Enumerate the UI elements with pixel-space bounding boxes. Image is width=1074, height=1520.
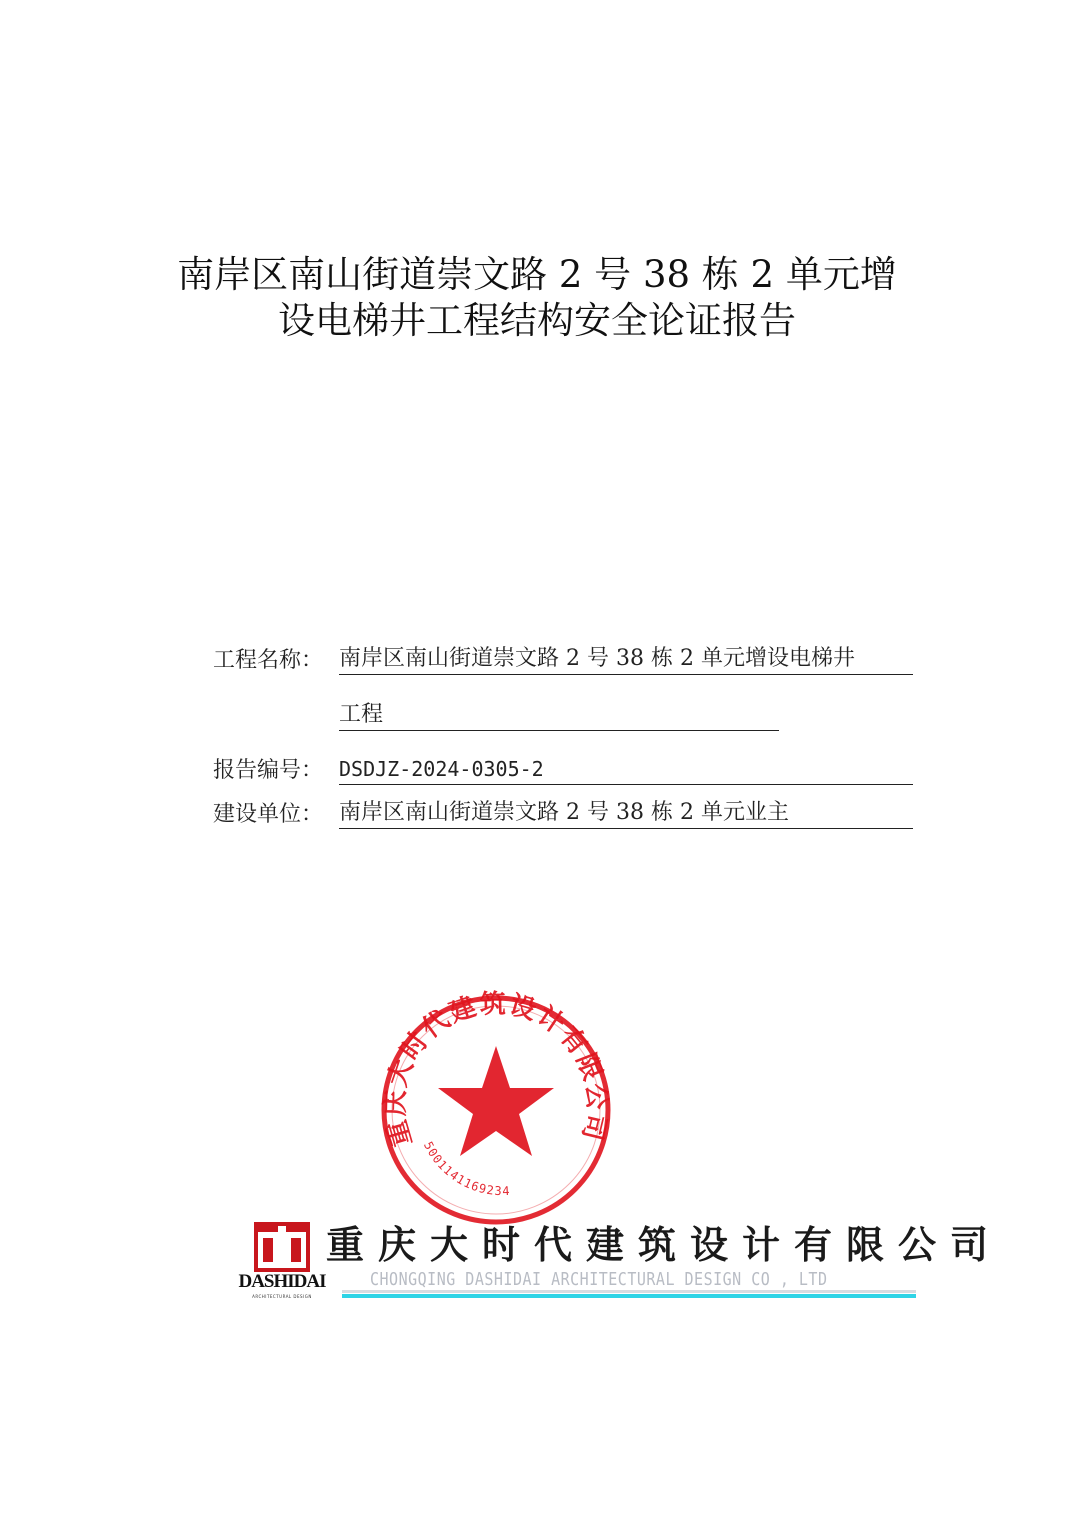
project-name-value-line2: 工程 [339,700,779,731]
star-icon [438,1046,554,1156]
project-name-value-line1: 南岸区南山街道崇文路 2 号 38 栋 2 单元增设电梯井 [339,644,913,675]
report-title-line2: 设电梯井工程结构安全论证报告 [278,299,796,342]
seal-number: 5001141169234 [421,1139,511,1199]
company-logo-text: DASHIDAI [238,1271,326,1292]
report-title [0,252,1074,344]
footer-divider-grey [342,1290,916,1293]
footer-divider-cyan [342,1294,916,1298]
report-number-value: DSDJZ-2024-0305-2 [339,754,913,785]
company-footer [228,1210,1003,1310]
report-title-line1: 南岸区南山街道崇文路 2 号 38 栋 2 单元增 [177,253,897,296]
project-name-label: 工程名称： [213,648,324,673]
company-logo-icon [254,1222,310,1272]
company-name-en: CHONGQING DASHIDAI ARCHITECTURAL DESIGN CO , LTD [370,1268,828,1290]
report-number-label: 报告编号： [213,758,324,783]
company-logo-subtext: ARCHITECTURAL DESIGN [252,1294,312,1299]
company-name-cn: 重庆大时代建筑设计有限公司 [326,1223,1003,1267]
client-label: 建设单位： [213,802,324,827]
company-seal [376,990,616,1230]
seal-ring-text: 重庆大时代建筑设计有限公司 [380,990,612,1150]
client-value: 南岸区南山街道崇文路 2 号 38 栋 2 单元业主 [339,798,913,829]
